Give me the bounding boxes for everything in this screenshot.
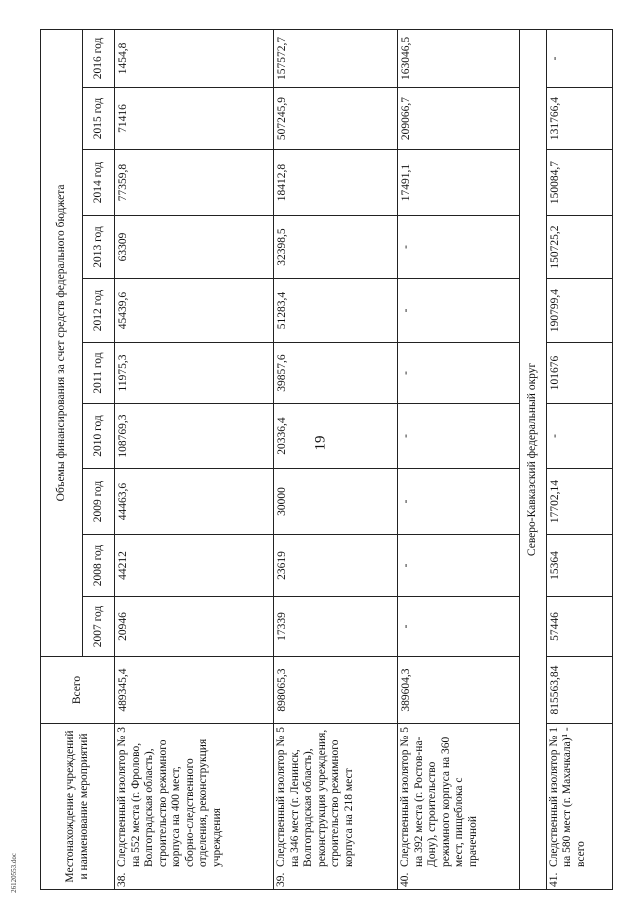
row-total: 389604,3 <box>398 657 520 724</box>
row-value: 44212 <box>115 535 274 597</box>
row-name: Следственный изолятор № 1 на 580 мест (г. Махачкала)¹ - всего <box>547 727 587 867</box>
row-value: 157572,7 <box>274 29 398 87</box>
row-value: 51283,4 <box>274 279 398 343</box>
table-row <box>274 29 398 889</box>
header-total: Всего <box>41 657 115 724</box>
row-value: 209066,7 <box>398 88 520 150</box>
row-name: Следственный изолятор № 3 на 552 места (г. Фролово, Волгоградская область), строительство режимного корпуса на 400 мест, сборно-следственного отделения, реконструкция учреждения <box>116 727 223 867</box>
row-value: 57446 <box>546 597 612 657</box>
row-value: - <box>398 216 520 279</box>
row-value: 23619 <box>274 535 398 597</box>
row-value: - <box>398 279 520 343</box>
row-value: 17702,14 <box>546 469 612 535</box>
row-name: Следственный изолятор № 5 на 346 мест (г. Ленинск, Волгоградская область), реконструкция учреждения, строительство режимного корпуса на 218 мест <box>275 727 355 867</box>
row-value: 77359,8 <box>115 150 274 216</box>
row-value: 163046,5 <box>398 29 520 87</box>
row-value: 101676 <box>546 343 612 404</box>
row-value: - <box>398 343 520 404</box>
table-row <box>546 29 612 889</box>
row-value: 63309 <box>115 216 274 279</box>
row-total: 815563,84 <box>546 657 612 724</box>
row-value: 150084,7 <box>546 150 612 216</box>
header-year: 2014 год <box>83 150 115 216</box>
row-value: 17339 <box>274 597 398 657</box>
row-value: 17491,1 <box>398 150 520 216</box>
page-number: 19 <box>312 435 329 451</box>
table-row <box>115 29 274 889</box>
row-value: 18412,8 <box>274 150 398 216</box>
file-name-footer: 26120553.doc <box>10 853 18 893</box>
row-total: 489345,4 <box>115 657 274 724</box>
header-year: 2012 год <box>83 279 115 343</box>
header-year: 2010 год <box>83 404 115 469</box>
region-heading: Северо-Кавказский федеральный округ <box>520 29 547 889</box>
row-number: 41. <box>547 872 560 887</box>
row-number: 38. <box>116 872 128 887</box>
row-number: 39. <box>275 872 287 887</box>
header-year: 2015 год <box>83 88 115 150</box>
row-value: 131766,4 <box>546 88 612 150</box>
rotated-table-container <box>40 30 630 890</box>
row-name: Следственный изолятор № 5 на 392 места (г. Ростов-на-Дону), строительство режимного корпуса на 360 мест, пищеблока с прачечной <box>399 727 479 867</box>
row-value: - <box>398 597 520 657</box>
row-value: - <box>398 404 520 469</box>
row-value: 71416 <box>115 88 274 150</box>
table-row <box>398 29 520 889</box>
row-value: 32398,5 <box>274 216 398 279</box>
financing-table <box>40 29 613 890</box>
row-value: - <box>546 29 612 87</box>
header-year: 2013 год <box>83 216 115 279</box>
header-year: 2009 год <box>83 469 115 535</box>
region-row <box>520 29 547 889</box>
row-value: - <box>546 404 612 469</box>
row-value: 20336,4 <box>274 404 398 469</box>
row-number: 40. <box>399 872 411 887</box>
header-year: 2007 год <box>83 597 115 657</box>
row-value: 150725,2 <box>546 216 612 279</box>
row-value: 30000 <box>274 469 398 535</box>
row-value: 44463,6 <box>115 469 274 535</box>
header-group: Объемы финансирования за счет средств федерального бюджета <box>41 29 83 656</box>
header-name: Местонахождение учреждений и наименование мероприятий <box>41 724 115 890</box>
row-value: 507245,9 <box>274 88 398 150</box>
row-value: 15364 <box>546 535 612 597</box>
row-value: 11975,3 <box>115 343 274 404</box>
row-value: - <box>398 469 520 535</box>
row-value: 20946 <box>115 597 274 657</box>
row-value: 39857,6 <box>274 343 398 404</box>
row-value: 190799,4 <box>546 279 612 343</box>
row-total: 898065,3 <box>274 657 398 724</box>
header-year: 2011 год <box>83 343 115 404</box>
row-value: - <box>398 535 520 597</box>
row-value: 45439,6 <box>115 279 274 343</box>
row-value: 108769,3 <box>115 404 274 469</box>
row-value: 1454,8 <box>115 29 274 87</box>
header-year: 2008 год <box>83 535 115 597</box>
header-year: 2016 год <box>83 29 115 87</box>
